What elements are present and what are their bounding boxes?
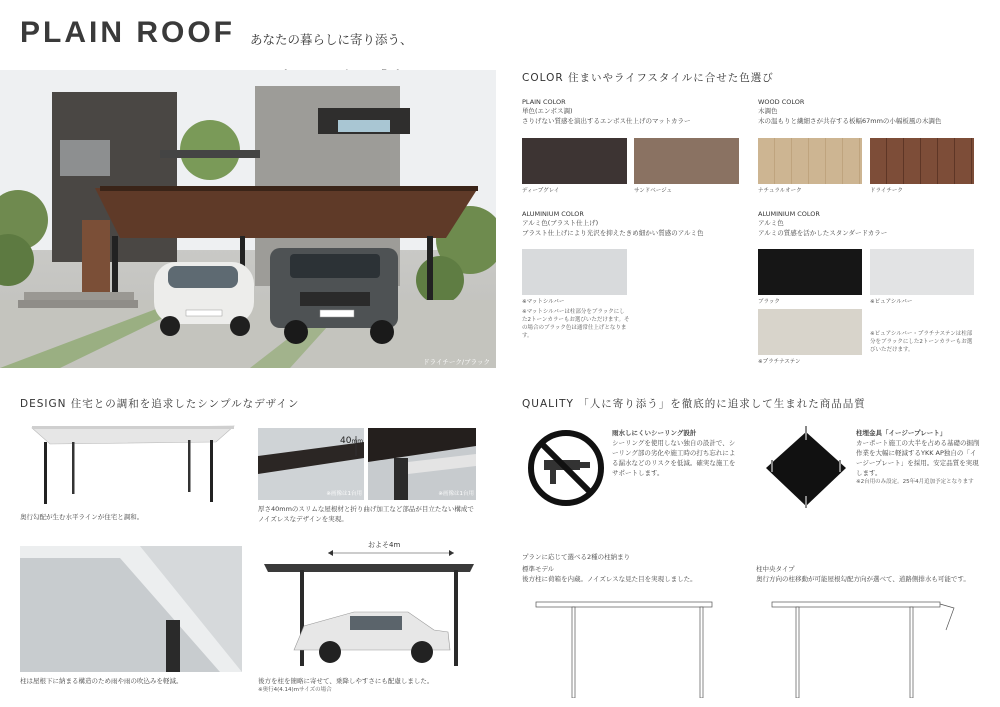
design-item-4-note: ※奥行4(4.14)mサイズの場合 — [258, 687, 332, 693]
swatch-black — [758, 249, 862, 295]
color-heading: COLOR 住まいやライフスタイルに合せた色選び — [522, 72, 774, 84]
swatch-pure-silver — [870, 249, 974, 295]
design-heading: DESIGN 住宅との調和を追求したシンプルなデザイン — [20, 398, 300, 410]
plate-title: 柱埋金具「イージープレート」 — [856, 429, 947, 437]
swatch-deep-gray — [522, 138, 627, 184]
plain-color-title: PLAIN COLOR — [522, 98, 566, 106]
center-model-desc: 奥行方向の柱移動が可能屋根勾配方向が選べて、道路側排水も可能です。 — [756, 575, 970, 583]
design-item-3-text: 柱は屋根下に納まる構造のため雨や雨の吹込みを軽減。 — [20, 677, 183, 685]
swatch-label: サンドベージュ — [634, 188, 673, 194]
sealing-title: 雨水しにくいシーリング設計 — [612, 429, 697, 437]
rear-model-block — [522, 564, 742, 584]
swatch-sand-beige — [634, 138, 739, 184]
no-sealing-icon — [526, 428, 606, 508]
swatch-label: ※ピュアシルバー — [870, 299, 913, 305]
swatch-label: ディープグレイ — [522, 188, 560, 194]
swatch-label: ナチュラルオーク — [758, 188, 802, 194]
roof-joint-photo — [368, 428, 476, 500]
under-roof-photo — [20, 546, 242, 672]
prohibited-caulk-gun-icon — [526, 428, 606, 508]
rear-model-desc: 後方柱に荷箱を内蔵。ノイズレスな見た目を実現しました。 — [522, 575, 697, 583]
wood-color-name: 木調色 — [758, 107, 778, 115]
center-model-title: 柱中央タイプ — [756, 565, 795, 573]
hero-illustration — [0, 70, 496, 368]
plain-color-block — [522, 98, 742, 126]
pillar-heading: プランに応じて選べる2種の柱納まり — [522, 553, 631, 561]
car-carport-illustration — [258, 546, 480, 670]
rear-model-line-drawing — [534, 598, 724, 698]
design-item-2-text: 厚さ40mmのスリムな屋根材と折り曲げ加工など部品が目立たない構成でノイズレスなデザインを実現。 — [258, 505, 474, 523]
aluminium-blast-desc: ブラスト仕上げにより光沢を抑えたきめ細かい質感のアルミ色 — [522, 229, 704, 237]
plate-desc: カーポート施工の大半を占める基礎の掘削作業を大幅に軽減するYKK AP独自の「イージープレート」を採用。安定品質を実現します。 — [856, 439, 980, 477]
sealing-desc: シーリングを使用しない独自の設計で、シーリング部の劣化や施工時の打ち忘れによる漏水などのリスクを低減。確実な施工をサポートします。 — [612, 439, 736, 477]
aluminium-blast-title: ALUMINIUM COLOR — [522, 210, 584, 218]
center-model-line-drawing — [770, 598, 970, 698]
aluminium-blast-block — [522, 210, 747, 238]
hero-photo — [0, 70, 496, 368]
sealing-text-block — [612, 428, 738, 478]
plain-color-desc: さりげない質感を演出するエンボス仕上げのマットカラー — [522, 117, 691, 125]
width-dim: およそ4m — [368, 541, 401, 549]
swatch-label: ドライチーク — [870, 188, 903, 194]
tagline-line-1: あなたの暮らしに寄り添う、 — [250, 32, 413, 47]
aluminium-standard-title: ALUMINIUM COLOR — [758, 210, 820, 218]
swatch-label: ※マットシルバー — [522, 299, 565, 305]
center-model-diagram — [770, 598, 970, 698]
swatch-label: ※プラチナステン — [758, 359, 801, 365]
thickness-unit: mm — [351, 438, 364, 445]
wood-color-desc: 木の温もりと繊細さが共存する板幅67mmの小幅板風の木調色 — [758, 117, 942, 125]
quality-heading: QUALITY 「人に寄り添う」を徹底的に追求して生まれた商品品質 — [522, 398, 866, 410]
swatch-platinum-stain — [758, 309, 862, 355]
aluminium-standard-desc: アルミの質感を活かしたスタンダードカラー — [758, 229, 888, 237]
aluminium-standard-block — [758, 210, 993, 238]
swatch-dry-teak — [870, 138, 974, 184]
photo-caption: ※画像は1台用 — [326, 491, 362, 497]
thickness-dim — [340, 436, 363, 446]
thickness-value: 40 — [340, 436, 352, 446]
rear-model-title: 標準モデル — [522, 565, 555, 573]
roof-thickness-photo — [258, 428, 364, 500]
under-roof-illustration — [20, 546, 242, 672]
aluminium-blast-note: ※マットシルバーは柱部分をブラックにした2トーンカラーもお選びいただけます。その場合のブラック色は通常仕上げとなります。 — [522, 309, 630, 339]
wood-color-block — [758, 98, 993, 126]
swatch-label: ブラック — [758, 299, 780, 305]
plate-illustration — [762, 426, 850, 510]
rear-model-diagram — [534, 598, 724, 698]
swatch-natural-oak — [758, 138, 862, 184]
plate-note: ※2台用のみ設定。25年4月追加予定となります — [856, 479, 974, 485]
brand-title: PLAIN ROOF — [20, 16, 235, 49]
easy-plate-image — [762, 426, 850, 510]
photo-caption: ※画像は1台用 — [438, 491, 474, 497]
wood-color-title: WOOD COLOR — [758, 98, 805, 106]
aluminium-standard-note: ※ピュアシルバー・プラチナステンは柱部分をブラックにした2トーンカラーもお選びいただけます。 — [870, 331, 973, 353]
swatch-matte-silver — [522, 249, 627, 295]
plate-text-block — [856, 428, 980, 486]
plain-color-name: 単色(エンボス調) — [522, 107, 573, 115]
design-item-1-text: 奥行勾配が生む水平ラインが住宅と調和。 — [20, 513, 144, 521]
car-under-carport-image — [258, 541, 480, 670]
hero-caption: ドライチーク/ブラック — [423, 358, 490, 366]
aluminium-blast-name: アルミ色(ブラスト仕上げ) — [522, 219, 599, 227]
design-carport-image — [20, 420, 242, 506]
carport-side-illustration — [20, 420, 242, 506]
design-item-4-text: 後方を柱を簡略に寄せて、乗降しやすさにも配慮しました。 — [258, 677, 434, 685]
aluminium-standard-name: アルミ色 — [758, 219, 784, 227]
center-model-block — [756, 564, 986, 584]
